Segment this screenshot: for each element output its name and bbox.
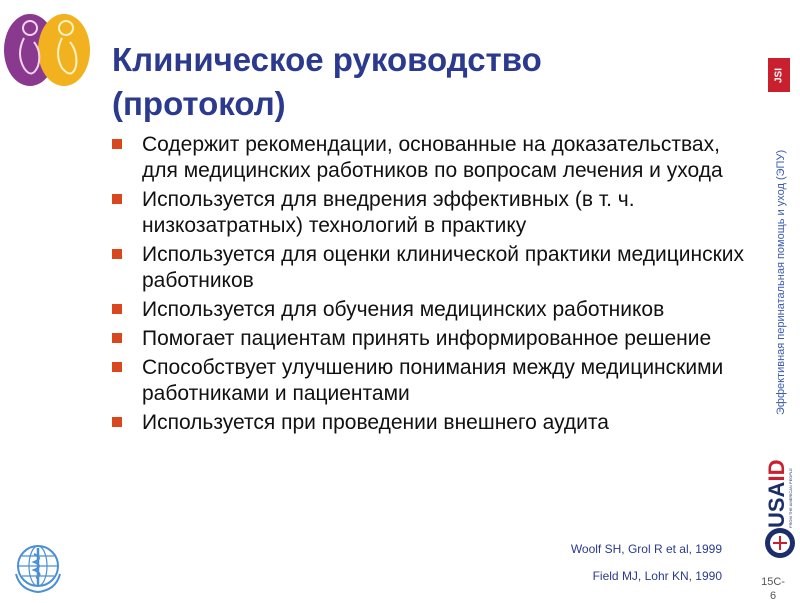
list-item xyxy=(112,297,752,323)
bullet-text: Используется при проведении внешнего аудита xyxy=(142,411,609,434)
usaid-seal-icon xyxy=(763,526,797,560)
usaid-logo xyxy=(756,440,796,530)
bullet-text: Используется для внедрения эффективных (в т. ч. низкозатратных) технологий в практику xyxy=(142,188,635,237)
list-item xyxy=(112,355,752,407)
list-item xyxy=(112,132,752,184)
citation: Field MJ, Lohr KN, 1990 xyxy=(592,569,722,583)
bullet-text: Способствует улучшению понимания между медицинскими работниками и пациентами xyxy=(142,356,724,405)
bullet-square-icon xyxy=(112,194,122,204)
jsi-logo: JSI xyxy=(768,58,790,92)
bullet-text: Используется для оценки клинической практики медицинских работников xyxy=(142,243,745,292)
side-caption: Эффективная перинатальная помощь и уход (ЭПУ) xyxy=(775,149,787,415)
slide-number: 15C-6 xyxy=(761,576,785,602)
svg-text:USAID: USAID xyxy=(764,459,789,528)
list-item xyxy=(112,410,752,436)
citation: Woolf SH, Grol R et al, 1999 xyxy=(570,542,722,556)
bullet-square-icon xyxy=(112,304,122,314)
list-item xyxy=(112,242,752,294)
bullet-text: Используется для обучения медицинских работников xyxy=(142,298,665,321)
bullet-text: Содержит рекомендации, основанные на доказательствах, для медицинских работников по вопросам лечения и ухода xyxy=(142,133,723,182)
bullet-square-icon xyxy=(112,362,122,372)
bullet-square-icon xyxy=(112,417,122,427)
bullet-list xyxy=(112,132,752,439)
pregnant-women-logo xyxy=(2,6,98,90)
list-item xyxy=(112,187,752,239)
slide-title: Клиническое руководство (протокол) xyxy=(112,41,542,122)
bullet-text: Помогает пациентам принять информированное решение xyxy=(142,327,712,350)
bullet-square-icon xyxy=(112,139,122,149)
bullet-square-icon xyxy=(112,249,122,259)
list-item xyxy=(112,326,752,352)
who-emblem-icon xyxy=(10,540,66,596)
svg-text:FROM THE AMERICAN PEOPLE: FROM THE AMERICAN PEOPLE xyxy=(788,468,793,528)
bullet-square-icon xyxy=(112,333,122,343)
